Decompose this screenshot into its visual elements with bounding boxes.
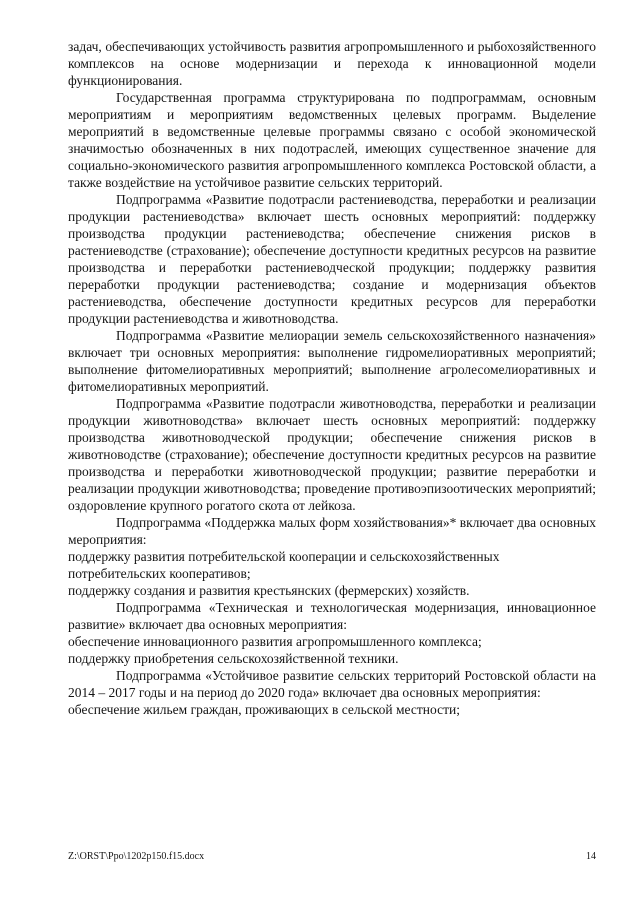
paragraph: Подпрограмма «Развитие мелиорации земель сельскохозяйственного назначения» включает три основных мероприятия: выполнение гидромелиоративных мероприятий; выполнение фитомелиоративных мероприятий; выполнение агролесомелиоративных и фитомелиоративных мероприятий. [68, 328, 596, 394]
page-number: 14 [586, 851, 596, 862]
list-item: поддержку развития потребительской кооперации и сельскохозяйственных потребительских кооперативов; [68, 549, 500, 581]
list-item: поддержку приобретения сельскохозяйственной техники. [68, 651, 399, 666]
list-item: поддержку создания и развития крестьянских (фермерских) хозяйств. [68, 583, 470, 598]
list-item: обеспечение жильем граждан, проживающих в сельской местности; [68, 702, 460, 717]
paragraph: Государственная программа структурирована по подпрограммам, основным мероприятиям и мероприятиям ведомственных целевых программ. Выделение мероприятий в ведомственные целевые программы связано с особой экономической значимостью обозначенных в них подотраслей, имеющих существенное значение для социально-экономического развития агропромышленного комплекса Ростовской области, а также воздействие на устойчивое развитие сельских территорий. [68, 90, 596, 190]
paragraph: Подпрограмма «Поддержка малых форм хозяйствования»* включает два основных мероприятия: [68, 515, 596, 547]
document-body [68, 38, 596, 718]
paragraph: Подпрограмма «Развитие подотрасли животноводства, переработки и реализации продукции животноводства» включает шесть основных мероприятий: поддержку производства животноводческой продукции; обеспечение снижения рисков в животноводстве (страхование); обеспечение доступности кредитных ресурсов на развитие производства и переработки животноводческой продукции; развитие переработки и реализации продукции животноводства; проведение противоэпизоотических мероприятий; оздоровление крупного рогатого скота от лейкоза. [68, 396, 596, 513]
paragraph: Подпрограмма «Техническая и технологическая модернизация, инновационное развитие» включает два основных мероприятия: [68, 600, 596, 632]
list-item: обеспечение инновационного развития агропромышленного комплекса; [68, 634, 482, 649]
paragraph: Подпрограмма «Развитие подотрасли растениеводства, переработки и реализации продукции растениеводства» включает шесть основных мероприятий: поддержку производства продукции растениеводства; обеспечение снижения рисков в растениеводстве (страхование); обеспечение доступности кредитных ресурсов на развитие производства и переработки растениеводческой продукции; поддержку развития переработки продукции растениеводства; создание и модернизация объектов растениеводства, обеспечение доступности кредитных ресурсов для переработки продукции растениеводства и животноводства. [68, 192, 596, 326]
footer-file-path: Z:\ORST\Ppo\1202p150.f15.docx [68, 851, 205, 862]
paragraph: задач, обеспечивающих устойчивость развития агропромышленного и рыбохозяйственного комплексов на основе модернизации и перехода к инновационной модели функционирования. [68, 39, 596, 88]
paragraph: Подпрограмма «Устойчивое развитие сельских территорий Ростовской области на 2014 – 2017 годы и на период до 2020 года» включает два основных мероприятия: [68, 668, 596, 700]
